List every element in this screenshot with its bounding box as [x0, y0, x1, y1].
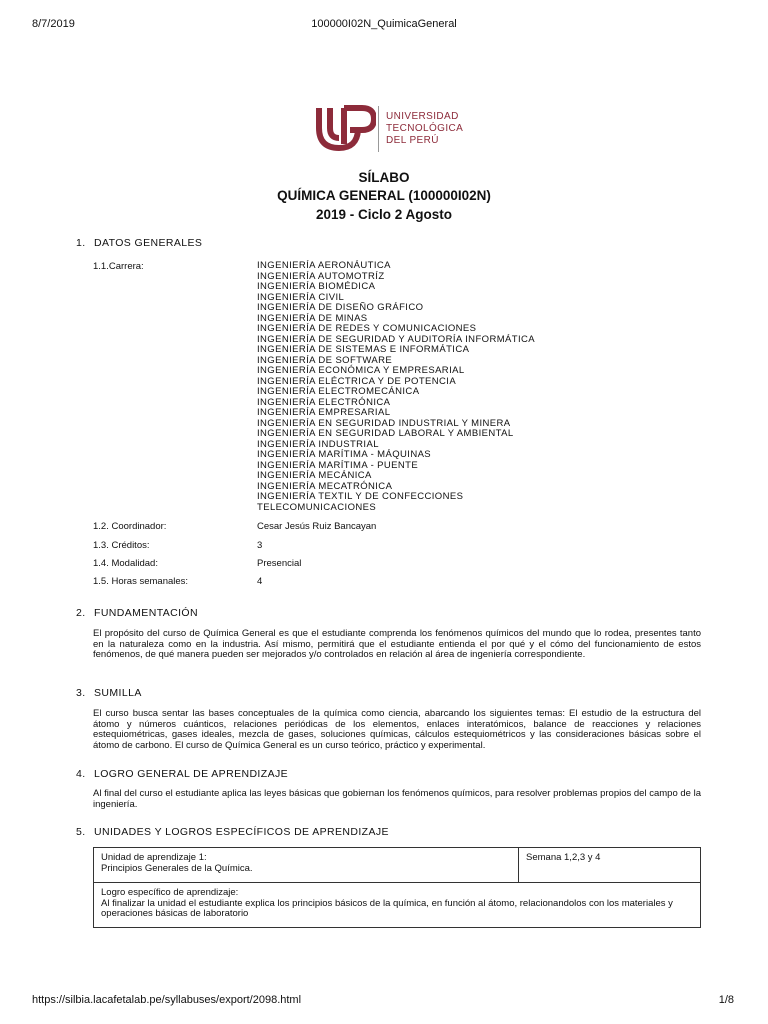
creditos-value: 3 — [257, 540, 263, 551]
logro-general-text: Al final del curso el estudiante aplica las leyes básicas que gobiernan los fenómenos químicos, para resolver problemas propios del campo de la ingeniería. — [93, 788, 701, 810]
logo-text-line2: TECNOLÓGICA — [386, 123, 464, 134]
semana-cell — [519, 848, 701, 883]
section-number: 3. — [76, 687, 86, 699]
logo-separator — [378, 106, 379, 152]
list-item: INGENIERÍA DE SEGURIDAD Y AUDITORÍA INFORMÁTICA — [257, 333, 535, 345]
unidad-name: Principios Generales de la Química. — [101, 862, 253, 874]
row-horas — [93, 576, 263, 587]
list-item: INGENIERÍA MARÍTIMA - PUENTE — [257, 459, 419, 471]
list-item: INGENIERÍA DE DISEÑO GRÁFICO — [257, 302, 424, 313]
row-modalidad — [93, 558, 302, 569]
logro-especifico-label: Logro específico de aprendizaje: — [101, 887, 239, 898]
list-item: INGENIERÍA MECATRÓNICA — [257, 480, 393, 492]
coordinador-value: Cesar Jesús Ruiz Bancayan — [257, 521, 377, 532]
list-item: INGENIERÍA EMPRESARIAL — [257, 407, 391, 418]
section-logro-general — [76, 768, 288, 780]
list-item: INGENIERÍA CIVIL — [257, 291, 345, 303]
print-page-number: 1/8 — [718, 994, 734, 1006]
section-datos-generales — [76, 237, 202, 249]
logo-text-line1: UNIVERSIDAD — [386, 111, 459, 122]
table-row — [94, 848, 701, 883]
print-doc-title: 100000I02N_QuimicaGeneral — [311, 18, 457, 30]
creditos-label: 1.3. Créditos: — [93, 540, 150, 551]
logo-text — [386, 111, 463, 147]
list-item: INGENIERÍA AERONÁUTICA — [257, 260, 391, 271]
table-row — [94, 883, 701, 928]
university-logo — [316, 104, 466, 154]
list-item: INGENIERÍA ECONÓMICA Y EMPRESARIAL — [257, 365, 465, 376]
list-item: INGENIERÍA EN SEGURIDAD LABORAL Y AMBIENTAL — [257, 428, 514, 439]
list-item: TELECOMUNICACIONES — [257, 501, 377, 513]
course-title: QUÍMICA GENERAL (100000I02N) — [277, 188, 491, 203]
list-item: INGENIERÍA DE SOFTWARE — [257, 354, 393, 366]
row-carrera-label — [93, 261, 144, 272]
print-header — [0, 0, 768, 40]
section-number: 1. — [76, 237, 86, 249]
unidad-label: Unidad de aprendizaje 1: — [101, 852, 207, 863]
utp-logo-icon — [316, 104, 376, 152]
list-item: INGENIERÍA MARÍTIMA - MÁQUINAS — [257, 449, 432, 460]
list-item: INGENIERÍA ELECTROMECÁNICA — [257, 386, 420, 397]
carreras-list — [257, 261, 535, 513]
unidad-cell — [94, 848, 519, 883]
list-item: INGENIERÍA AUTOMOTRÍZ — [257, 270, 385, 282]
list-item: INGENIERÍA EN SEGURIDAD INDUSTRIAL Y MINERA — [257, 417, 511, 429]
section-title: DATOS GENERALES — [94, 237, 203, 249]
semana-value: Semana 1,2,3 y 4 — [526, 852, 601, 863]
logro-especifico-cell — [94, 883, 701, 928]
section-sumilla — [76, 687, 142, 699]
fundamentacion-text: El propósito del curso de Química General es que el estudiante comprenda los fenómenos químicos del mundo que lo rodea, presentes tanto en la naturaleza como en la industria. Así mismo, permitirá que el estudiante entienda el por qué y el cómo del funcionamiento de estos fenómenos, de qué manera pueden ser mejorados y/o controlados en relación al área de ingeniería correspondiente. — [93, 628, 701, 661]
section-title: SUMILLA — [94, 687, 142, 699]
list-item: INGENIERÍA DE MINAS — [257, 312, 368, 324]
section-title: LOGRO GENERAL DE APRENDIZAJE — [94, 768, 289, 780]
unidad-table — [93, 847, 701, 928]
list-item: INGENIERÍA DE SISTEMAS E INFORMÁTICA — [257, 344, 470, 355]
modalidad-label: 1.4. Modalidad: — [93, 558, 158, 569]
horas-label: 1.5. Horas semanales: — [93, 576, 189, 587]
sumilla-text: El curso busca sentar las bases conceptuales de la química como ciencia, abarcando los siguientes temas: El estudio de la estructura del átomo y números cuánticos, relaciones periódicas de los elementos, enlaces interatómicos, balance de reacciones y relaciones estequiométricas, gases ideales, mezcla de gases, soluciones químicas, cálculos estequiométricos y las consideraciones básicas sobre el átomo de carbono. El curso de Química General es un curso teórico, práctico y experimental. — [93, 708, 701, 752]
section-number: 5. — [76, 826, 86, 838]
list-item: INGENIERÍA DE REDES Y COMUNICACIONES — [257, 323, 477, 334]
section-title: UNIDADES Y LOGROS ESPECÍFICOS DE APRENDIZAJE — [94, 826, 389, 838]
print-url: https://silbia.lacafetalab.pe/syllabuses/export/2098.html — [32, 994, 302, 1006]
list-item: INGENIERÍA ELECTRÓNICA — [257, 396, 391, 408]
section-number: 4. — [76, 768, 86, 780]
print-footer — [0, 994, 768, 1010]
logro-especifico-text: Al finalizar la unidad el estudiante explica los principios básicos de la química, en función al átomo, relacionandolos con los materiales y operaciones básicas de laboratorio — [101, 897, 673, 919]
list-item: INGENIERÍA MECÁNICA — [257, 470, 372, 481]
logo-text-line3: DEL PERÚ — [386, 135, 439, 146]
syllabus-title: SÍLABO — [358, 170, 410, 185]
list-item: INGENIERÍA TEXTIL Y DE CONFECCIONES — [257, 491, 464, 502]
section-fundamentacion — [76, 607, 198, 619]
modalidad-value: Presencial — [257, 558, 302, 569]
course-cycle: 2019 - Ciclo 2 Agosto — [315, 207, 453, 222]
carrera-label: 1.1.Carrera: — [93, 261, 144, 272]
row-coordinador — [93, 521, 377, 532]
section-title: FUNDAMENTACIÓN — [94, 607, 198, 619]
row-creditos — [93, 540, 263, 551]
print-date: 8/7/2019 — [32, 18, 75, 30]
list-item: INGENIERÍA INDUSTRIAL — [257, 438, 379, 450]
list-item: INGENIERÍA ELÉCTRICA Y DE POTENCIA — [257, 375, 457, 387]
horas-value: 4 — [257, 576, 263, 587]
section-number: 2. — [76, 607, 86, 619]
section-unidades — [76, 826, 389, 838]
list-item: INGENIERÍA BIOMÉDICA — [257, 281, 376, 292]
coordinador-label: 1.2. Coordinador: — [93, 521, 167, 532]
